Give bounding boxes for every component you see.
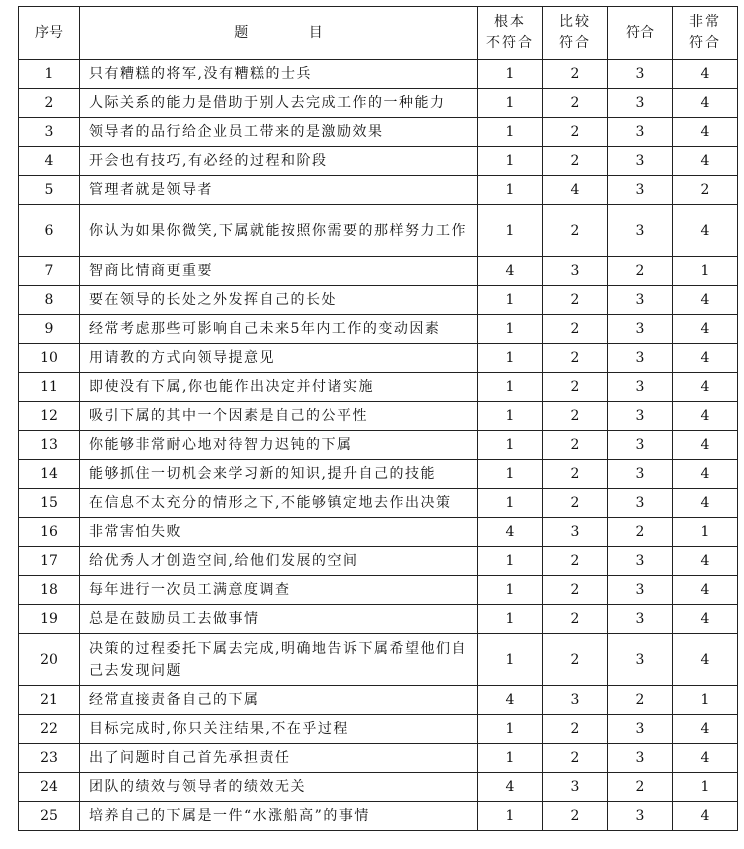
row-number: 18 — [19, 576, 80, 605]
question-text: 每年进行一次员工满意度调查 — [80, 576, 478, 605]
row-number: 16 — [19, 518, 80, 547]
score-agree: 3 — [608, 460, 673, 489]
score-not-at-all: 1 — [478, 576, 543, 605]
question-text: 出了问题时自己首先承担责任 — [80, 744, 478, 773]
table-row — [19, 205, 738, 257]
table-row — [19, 147, 738, 176]
score-somewhat: 2 — [543, 634, 608, 686]
score-somewhat: 2 — [543, 744, 608, 773]
row-number: 25 — [19, 802, 80, 831]
question-text: 只有糟糕的将军,没有糟糕的士兵 — [80, 60, 478, 89]
score-not-at-all: 1 — [478, 431, 543, 460]
question-text: 领导者的品行给企业员工带来的是激励效果 — [80, 118, 478, 147]
row-number: 11 — [19, 373, 80, 402]
score-strongly: 4 — [673, 576, 738, 605]
score-somewhat: 2 — [543, 715, 608, 744]
table-row — [19, 373, 738, 402]
score-somewhat: 4 — [543, 176, 608, 205]
row-number: 6 — [19, 205, 80, 257]
question-text: 经常直接责备自己的下属 — [80, 686, 478, 715]
table-row — [19, 744, 738, 773]
score-somewhat: 3 — [543, 518, 608, 547]
score-agree: 3 — [608, 176, 673, 205]
row-number: 9 — [19, 315, 80, 344]
question-text: 团队的绩效与领导者的绩效无关 — [80, 773, 478, 802]
table-row — [19, 634, 738, 686]
question-text: 用请教的方式向领导提意见 — [80, 344, 478, 373]
score-strongly: 4 — [673, 547, 738, 576]
question-text: 决策的过程委托下属去完成,明确地告诉下属希望他们自己去发现问题 — [80, 634, 478, 686]
table-row — [19, 118, 738, 147]
question-text: 非常害怕失败 — [80, 518, 478, 547]
score-somewhat: 2 — [543, 605, 608, 634]
score-strongly: 4 — [673, 147, 738, 176]
score-not-at-all: 1 — [478, 634, 543, 686]
score-agree: 3 — [608, 344, 673, 373]
score-somewhat: 2 — [543, 286, 608, 315]
row-number: 21 — [19, 686, 80, 715]
score-strongly: 4 — [673, 89, 738, 118]
score-strongly: 4 — [673, 802, 738, 831]
question-text: 在信息不太充分的情形之下,不能够镇定地去作出决策 — [80, 489, 478, 518]
score-strongly: 2 — [673, 176, 738, 205]
score-not-at-all: 4 — [478, 257, 543, 286]
score-somewhat: 2 — [543, 60, 608, 89]
score-somewhat: 3 — [543, 257, 608, 286]
score-strongly: 4 — [673, 402, 738, 431]
score-not-at-all: 1 — [478, 176, 543, 205]
row-number: 12 — [19, 402, 80, 431]
table-row — [19, 89, 738, 118]
score-strongly: 1 — [673, 686, 738, 715]
question-text: 管理者就是领导者 — [80, 176, 478, 205]
row-number: 1 — [19, 60, 80, 89]
table-row — [19, 605, 738, 634]
score-agree: 3 — [608, 205, 673, 257]
score-somewhat: 2 — [543, 118, 608, 147]
table-row — [19, 176, 738, 205]
score-somewhat: 3 — [543, 686, 608, 715]
header-row — [19, 7, 738, 60]
score-strongly: 4 — [673, 205, 738, 257]
score-not-at-all: 1 — [478, 744, 543, 773]
score-agree: 3 — [608, 402, 673, 431]
header-option-2: 比较 符合 — [543, 7, 608, 60]
score-agree: 3 — [608, 373, 673, 402]
row-number: 17 — [19, 547, 80, 576]
row-number: 10 — [19, 344, 80, 373]
score-strongly: 4 — [673, 315, 738, 344]
survey-table — [18, 6, 738, 831]
header-question: 题 目 — [80, 7, 478, 60]
score-agree: 3 — [608, 489, 673, 518]
row-number: 14 — [19, 460, 80, 489]
score-agree: 3 — [608, 431, 673, 460]
score-not-at-all: 1 — [478, 205, 543, 257]
table-row — [19, 715, 738, 744]
table-row — [19, 460, 738, 489]
score-not-at-all: 1 — [478, 402, 543, 431]
header-option-3: 符合 — [608, 7, 673, 60]
score-somewhat: 3 — [543, 773, 608, 802]
score-strongly: 4 — [673, 344, 738, 373]
score-somewhat: 2 — [543, 460, 608, 489]
table-row — [19, 802, 738, 831]
score-somewhat: 2 — [543, 431, 608, 460]
question-text: 吸引下属的其中一个因素是自己的公平性 — [80, 402, 478, 431]
row-number: 15 — [19, 489, 80, 518]
score-strongly: 4 — [673, 431, 738, 460]
score-agree: 3 — [608, 802, 673, 831]
score-somewhat: 2 — [543, 547, 608, 576]
score-agree: 3 — [608, 89, 673, 118]
row-number: 19 — [19, 605, 80, 634]
score-strongly: 4 — [673, 634, 738, 686]
score-somewhat: 2 — [543, 373, 608, 402]
score-somewhat: 2 — [543, 315, 608, 344]
row-number: 5 — [19, 176, 80, 205]
question-text: 目标完成时,你只关注结果,不在乎过程 — [80, 715, 478, 744]
score-not-at-all: 1 — [478, 315, 543, 344]
score-agree: 3 — [608, 744, 673, 773]
score-agree: 3 — [608, 576, 673, 605]
score-somewhat: 2 — [543, 147, 608, 176]
score-somewhat: 2 — [543, 344, 608, 373]
question-text: 开会也有技巧,有必经的过程和阶段 — [80, 147, 478, 176]
score-agree: 3 — [608, 547, 673, 576]
score-agree: 2 — [608, 257, 673, 286]
score-not-at-all: 1 — [478, 344, 543, 373]
score-not-at-all: 1 — [478, 147, 543, 176]
question-text: 总是在鼓励员工去做事情 — [80, 605, 478, 634]
table-row — [19, 518, 738, 547]
row-number: 22 — [19, 715, 80, 744]
score-strongly: 1 — [673, 773, 738, 802]
score-strongly: 4 — [673, 715, 738, 744]
score-not-at-all: 1 — [478, 460, 543, 489]
score-agree: 2 — [608, 686, 673, 715]
table-row — [19, 547, 738, 576]
row-number: 23 — [19, 744, 80, 773]
score-somewhat: 2 — [543, 576, 608, 605]
score-agree: 3 — [608, 715, 673, 744]
score-agree: 2 — [608, 773, 673, 802]
score-strongly: 4 — [673, 118, 738, 147]
score-not-at-all: 1 — [478, 60, 543, 89]
question-text: 经常考虑那些可影响自己未来5年内工作的变动因素 — [80, 315, 478, 344]
score-not-at-all: 1 — [478, 605, 543, 634]
score-not-at-all: 1 — [478, 802, 543, 831]
score-not-at-all: 1 — [478, 286, 543, 315]
table-row — [19, 489, 738, 518]
table-row — [19, 402, 738, 431]
header-option-4: 非常 符合 — [673, 7, 738, 60]
question-text: 人际关系的能力是借助于别人去完成工作的一种能力 — [80, 89, 478, 118]
score-not-at-all: 1 — [478, 489, 543, 518]
row-number: 8 — [19, 286, 80, 315]
row-number: 13 — [19, 431, 80, 460]
row-number: 20 — [19, 634, 80, 686]
table-row — [19, 576, 738, 605]
table-row — [19, 257, 738, 286]
score-agree: 3 — [608, 605, 673, 634]
score-somewhat: 2 — [543, 205, 608, 257]
question-text: 要在领导的长处之外发挥自己的长处 — [80, 286, 478, 315]
score-somewhat: 2 — [543, 802, 608, 831]
table-row — [19, 431, 738, 460]
score-not-at-all: 4 — [478, 686, 543, 715]
table-row — [19, 315, 738, 344]
row-number: 7 — [19, 257, 80, 286]
question-text: 你认为如果你微笑,下属就能按照你需要的那样努力工作 — [80, 205, 478, 257]
score-agree: 2 — [608, 518, 673, 547]
question-text: 智商比情商更重要 — [80, 257, 478, 286]
header-no: 序号 — [19, 7, 80, 60]
question-text: 你能够非常耐心地对待智力迟钝的下属 — [80, 431, 478, 460]
score-strongly: 4 — [673, 286, 738, 315]
score-strongly: 4 — [673, 605, 738, 634]
score-somewhat: 2 — [543, 89, 608, 118]
score-strongly: 4 — [673, 744, 738, 773]
score-agree: 3 — [608, 147, 673, 176]
score-strongly: 4 — [673, 460, 738, 489]
score-not-at-all: 1 — [478, 89, 543, 118]
score-not-at-all: 4 — [478, 518, 543, 547]
score-strongly: 1 — [673, 518, 738, 547]
score-strongly: 4 — [673, 489, 738, 518]
score-strongly: 4 — [673, 373, 738, 402]
table-row — [19, 60, 738, 89]
score-strongly: 1 — [673, 257, 738, 286]
score-not-at-all: 1 — [478, 118, 543, 147]
header-option-1: 根本 不符合 — [478, 7, 543, 60]
table-row — [19, 773, 738, 802]
score-agree: 3 — [608, 286, 673, 315]
row-number: 3 — [19, 118, 80, 147]
score-not-at-all: 1 — [478, 715, 543, 744]
row-number: 24 — [19, 773, 80, 802]
score-somewhat: 2 — [543, 402, 608, 431]
score-agree: 3 — [608, 315, 673, 344]
score-not-at-all: 1 — [478, 373, 543, 402]
row-number: 4 — [19, 147, 80, 176]
score-not-at-all: 4 — [478, 773, 543, 802]
question-text: 能够抓住一切机会来学习新的知识,提升自己的技能 — [80, 460, 478, 489]
table-row — [19, 686, 738, 715]
table-row — [19, 286, 738, 315]
score-strongly: 4 — [673, 60, 738, 89]
score-somewhat: 2 — [543, 489, 608, 518]
score-agree: 3 — [608, 118, 673, 147]
question-text: 培养自己的下属是一件“水涨船高”的事情 — [80, 802, 478, 831]
score-agree: 3 — [608, 60, 673, 89]
score-agree: 3 — [608, 634, 673, 686]
table-row — [19, 344, 738, 373]
score-not-at-all: 1 — [478, 547, 543, 576]
question-text: 即使没有下属,你也能作出决定并付诸实施 — [80, 373, 478, 402]
question-text: 给优秀人才创造空间,给他们发展的空间 — [80, 547, 478, 576]
row-number: 2 — [19, 89, 80, 118]
